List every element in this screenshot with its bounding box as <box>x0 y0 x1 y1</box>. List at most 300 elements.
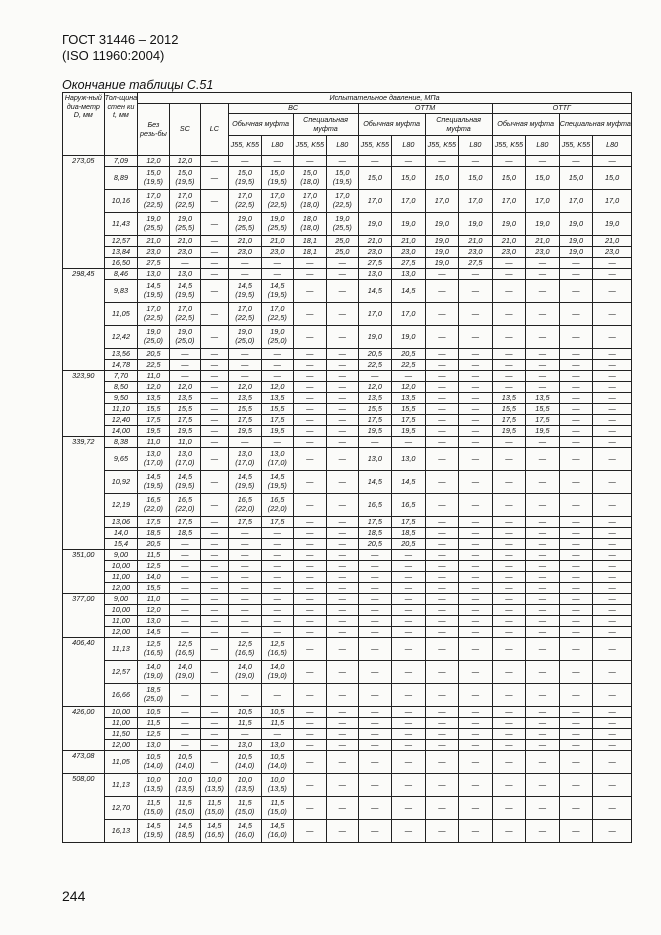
pressure-cell: — <box>201 258 228 269</box>
pressure-cell: 19,0 <box>425 247 459 258</box>
pressure-cell: 17,5 <box>392 415 426 426</box>
pressure-cell: — <box>228 583 262 594</box>
pressure-cell: 19,5 <box>138 426 169 437</box>
pressure-cell: — <box>327 718 358 729</box>
pressure-cell: — <box>293 539 327 550</box>
wall-thickness-cell: 11,00 <box>104 718 138 729</box>
pressure-cell: 19,0 <box>526 213 560 236</box>
pressure-cell: — <box>425 605 459 616</box>
pressure-cell: — <box>425 572 459 583</box>
pressure-cell: 19,0 (25,5) <box>228 213 262 236</box>
wall-thickness-cell: 10,00 <box>104 561 138 572</box>
pressure-cell: — <box>228 258 262 269</box>
pressure-cell: — <box>459 684 493 707</box>
pressure-cell: — <box>492 280 526 303</box>
pressure-cell: — <box>228 550 262 561</box>
pressure-cell: 13,0 <box>228 740 262 751</box>
pressure-cell: — <box>459 494 493 517</box>
pressure-cell: 16,5 <box>358 494 392 517</box>
pressure-cell: — <box>593 326 632 349</box>
grade-header-l80: L80 <box>392 136 426 156</box>
page-number: 244 <box>62 888 86 904</box>
pressure-cell: — <box>228 605 262 616</box>
pressure-cell: 11,0 <box>138 371 169 382</box>
pressure-cell: — <box>459 638 493 661</box>
pressure-cell: — <box>201 583 228 594</box>
pressure-cell: 17,5 <box>138 415 169 426</box>
pressure-cell: — <box>228 371 262 382</box>
pressure-cell: — <box>559 426 593 437</box>
pressure-cell: — <box>492 729 526 740</box>
pressure-cell: — <box>559 684 593 707</box>
pressure-cell: — <box>228 539 262 550</box>
pressure-cell: — <box>169 572 200 583</box>
wall-thickness-cell: 13,56 <box>104 349 138 360</box>
pressure-cell: 11,5 (15,0) <box>262 797 293 820</box>
pressure-cell: — <box>392 583 426 594</box>
pressure-cell: — <box>293 360 327 371</box>
table-row <box>63 594 632 605</box>
pressure-cell: — <box>425 539 459 550</box>
pressure-cell: 27,5 <box>392 258 426 269</box>
pressure-cell: — <box>262 616 293 627</box>
pressure-cell: — <box>492 471 526 494</box>
pressure-cell: — <box>358 627 392 638</box>
pressure-cell: 13,0 <box>138 740 169 751</box>
pressure-cell: 14,5 <box>392 471 426 494</box>
table-row <box>63 561 632 572</box>
pressure-cell: — <box>327 349 358 360</box>
pressure-cell: — <box>201 437 228 448</box>
pressure-cell: 19,0 (25,5) <box>169 213 200 236</box>
pressure-cell: — <box>358 561 392 572</box>
wall-thickness-cell: 12,00 <box>104 740 138 751</box>
pressure-cell: — <box>492 707 526 718</box>
pressure-cell: 17,5 <box>392 517 426 528</box>
ottg-regular-coupling: Обычная муфта <box>492 114 559 136</box>
standard-number: ГОСТ 31446 – 2012 <box>62 32 179 47</box>
pressure-cell: 14,5 (19,5) <box>169 471 200 494</box>
pressure-cell: — <box>262 550 293 561</box>
pressure-cell: — <box>526 371 560 382</box>
pressure-cell: — <box>228 269 262 280</box>
pressure-cell: — <box>358 550 392 561</box>
pressure-cell: 20,5 <box>138 349 169 360</box>
pressure-cell: 15,5 <box>492 404 526 415</box>
bc-header: BC <box>228 104 358 114</box>
pressure-cell: — <box>425 471 459 494</box>
pressure-cell: 27,5 <box>358 258 392 269</box>
pressure-cell: 19,0 (25,0) <box>262 326 293 349</box>
pressure-cell: — <box>559 280 593 303</box>
pressure-cell: — <box>392 820 426 843</box>
pressure-cell: 25,0 <box>327 236 358 247</box>
pressure-cell: 17,0 (22,5) <box>228 190 262 213</box>
pressure-cell: — <box>327 528 358 539</box>
pressure-cell: — <box>526 382 560 393</box>
pressure-cell: — <box>526 751 560 774</box>
pressure-cell: — <box>327 303 358 326</box>
pressure-cell: 14,5 (19,5) <box>169 280 200 303</box>
pressure-cell: 12,0 <box>138 382 169 393</box>
pressure-cell: — <box>392 684 426 707</box>
table-row <box>63 349 632 360</box>
pressure-cell: 15,5 <box>526 404 560 415</box>
pressure-cell: — <box>201 280 228 303</box>
outer-diameter-header: Наруж-ный диа-метр D, мм <box>63 93 105 156</box>
pressure-cell: — <box>425 561 459 572</box>
pressure-cell: — <box>262 583 293 594</box>
pressure-cell: — <box>169 258 200 269</box>
pressure-cell: — <box>526 326 560 349</box>
pressure-cell: — <box>459 594 493 605</box>
pressure-cell: 17,5 <box>492 415 526 426</box>
pressure-cell: — <box>169 707 200 718</box>
table-row <box>63 156 632 167</box>
grade-header-l80: L80 <box>526 136 560 156</box>
pressure-cell: — <box>169 605 200 616</box>
table-row <box>63 494 632 517</box>
table-row <box>63 448 632 471</box>
pressure-cell: — <box>327 684 358 707</box>
pressure-cell: 13,0 (17,0) <box>262 448 293 471</box>
pressure-cell: — <box>593 415 632 426</box>
pressure-cell: — <box>492 627 526 638</box>
pressure-cell: — <box>459 707 493 718</box>
pressure-cell: — <box>392 718 426 729</box>
pressure-cell: 12,5 (16,5) <box>169 638 200 661</box>
pressure-cell: — <box>358 616 392 627</box>
pressure-cell: — <box>526 561 560 572</box>
pressure-cell: — <box>293 393 327 404</box>
wall-thickness-cell: 7,09 <box>104 156 138 167</box>
pressure-cell: 19,5 <box>228 426 262 437</box>
pressure-cell: 21,0 <box>392 236 426 247</box>
pressure-cell: 12,0 <box>169 382 200 393</box>
plain-end-header: Без резь-бы <box>138 104 169 156</box>
pressure-cell: — <box>593 616 632 627</box>
table-row <box>63 638 632 661</box>
pressure-cell: — <box>201 638 228 661</box>
wall-thickness-cell: 11,43 <box>104 213 138 236</box>
pressure-cell: — <box>526 572 560 583</box>
pressure-cell: — <box>169 561 200 572</box>
pressure-cell: 11,5 <box>262 718 293 729</box>
pressure-cell: — <box>169 539 200 550</box>
wall-thickness-header: Тол-щина стен ки t, мм <box>104 93 138 156</box>
pressure-cell: 19,0 <box>492 213 526 236</box>
pressure-cell: — <box>293 751 327 774</box>
pressure-cell: — <box>293 729 327 740</box>
pressure-cell: — <box>262 360 293 371</box>
pressure-cell: — <box>593 539 632 550</box>
table-row <box>63 280 632 303</box>
grade-header-j55: J55, K55 <box>228 136 262 156</box>
pressure-cell: 22,5 <box>138 360 169 371</box>
pressure-cell: — <box>327 371 358 382</box>
pressure-cell: — <box>459 326 493 349</box>
pressure-cell: — <box>459 437 493 448</box>
pressure-cell: — <box>526 684 560 707</box>
pressure-cell: — <box>526 616 560 627</box>
pressure-cell: — <box>559 594 593 605</box>
pressure-cell: — <box>425 448 459 471</box>
pressure-cell: — <box>169 594 200 605</box>
pressure-cell: — <box>228 594 262 605</box>
table-row <box>63 213 632 236</box>
pressure-cell: — <box>526 269 560 280</box>
pressure-cell: 13,0 (17,0) <box>228 448 262 471</box>
table-row <box>63 616 632 627</box>
pressure-cell: — <box>425 393 459 404</box>
pressure-cell: — <box>559 404 593 415</box>
table-row <box>63 303 632 326</box>
pressure-cell: — <box>492 269 526 280</box>
pressure-cell: 21,0 <box>492 236 526 247</box>
pressure-cell: 15,0 <box>392 167 426 190</box>
pressure-cell: 14,5 (18,5) <box>169 820 200 843</box>
pressure-cell: — <box>262 572 293 583</box>
pressure-cell: — <box>593 627 632 638</box>
pressure-cell: — <box>492 718 526 729</box>
pressure-cell: — <box>327 797 358 820</box>
pressure-cell: 19,0 <box>392 213 426 236</box>
pressure-cell: 14,0 (19,0) <box>169 661 200 684</box>
pressure-cell: — <box>327 517 358 528</box>
pressure-cell: — <box>327 269 358 280</box>
table-row <box>63 404 632 415</box>
pressure-cell: — <box>559 437 593 448</box>
ottm-special-coupling: Специальная муфта <box>425 114 492 136</box>
pressure-cell: — <box>559 494 593 517</box>
pressure-cell: — <box>425 718 459 729</box>
pressure-cell: 17,5 <box>358 517 392 528</box>
pressure-cell: 13,0 <box>169 269 200 280</box>
pressure-cell: — <box>358 718 392 729</box>
pressure-cell: — <box>492 528 526 539</box>
pressure-cell: 18,1 <box>293 247 327 258</box>
pressure-cell: — <box>201 471 228 494</box>
pressure-cell: — <box>201 190 228 213</box>
pressure-cell: 23,0 <box>169 247 200 258</box>
ottm-header: ОТТМ <box>358 104 492 114</box>
pressure-cell: 14,5 (16,0) <box>262 820 293 843</box>
pressure-cell: 19,0 <box>559 236 593 247</box>
pressure-cell: 17,5 <box>262 517 293 528</box>
pressure-cell: — <box>327 627 358 638</box>
pressure-cell: 19,0 <box>425 258 459 269</box>
pressure-cell: 21,0 <box>262 236 293 247</box>
pressure-cell: — <box>327 494 358 517</box>
pressure-cell: — <box>293 371 327 382</box>
pressure-cell: 27,5 <box>138 258 169 269</box>
pressure-cell: — <box>559 561 593 572</box>
table-row <box>63 360 632 371</box>
pressure-cell: — <box>169 718 200 729</box>
pressure-cell: — <box>459 751 493 774</box>
pressure-cell: 15,5 <box>358 404 392 415</box>
pressure-cell: 19,0 <box>358 326 392 349</box>
pressure-cell: 12,5 (16,5) <box>228 638 262 661</box>
pressure-cell: — <box>293 561 327 572</box>
pressure-cell: — <box>459 550 493 561</box>
pressure-cell: — <box>526 774 560 797</box>
pressure-cell: — <box>559 550 593 561</box>
pressure-cell: — <box>425 550 459 561</box>
pressure-cell: 14,5 (19,5) <box>262 471 293 494</box>
pressure-cell: — <box>293 280 327 303</box>
table-row <box>63 707 632 718</box>
pressure-cell: — <box>293 797 327 820</box>
table-row <box>63 247 632 258</box>
wall-thickness-cell: 11,05 <box>104 751 138 774</box>
pressure-cell: 11,5 <box>228 718 262 729</box>
pressure-cell: — <box>262 269 293 280</box>
pressure-cell: 14,5 (16,0) <box>228 820 262 843</box>
wall-thickness-cell: 16,66 <box>104 684 138 707</box>
pressure-cell: 20,5 <box>392 349 426 360</box>
pressure-cell: — <box>593 797 632 820</box>
pressure-cell: 19,0 <box>392 326 426 349</box>
pressure-cell: — <box>392 797 426 820</box>
pressure-cell: — <box>492 684 526 707</box>
pressure-cell: — <box>327 404 358 415</box>
pressure-cell: 14,5 (19,5) <box>262 280 293 303</box>
wall-thickness-cell: 15,4 <box>104 539 138 550</box>
pressure-cell: 16,5 (22,0) <box>169 494 200 517</box>
ottg-special-coupling: Специальная муфта <box>559 114 631 136</box>
pressure-cell: 10,5 (14,0) <box>228 751 262 774</box>
pressure-cell: — <box>492 661 526 684</box>
pressure-cell: — <box>392 774 426 797</box>
pressure-cell: — <box>425 528 459 539</box>
pressure-cell: 17,5 <box>262 415 293 426</box>
pressure-cell: — <box>262 528 293 539</box>
pressure-cell: — <box>293 426 327 437</box>
pressure-cell: 10,0 (13,5) <box>138 774 169 797</box>
pressure-cell: 10,5 <box>138 707 169 718</box>
pressure-cell: 17,0 <box>559 190 593 213</box>
pressure-cell: 15,0 <box>559 167 593 190</box>
pressure-cell: — <box>293 326 327 349</box>
pressure-cell: 19,5 <box>358 426 392 437</box>
pressure-cell: — <box>593 280 632 303</box>
pressure-cell: 11,0 <box>138 437 169 448</box>
wall-thickness-cell: 8,38 <box>104 437 138 448</box>
wall-thickness-cell: 16,13 <box>104 820 138 843</box>
pressure-cell: — <box>425 616 459 627</box>
pressure-cell: 10,0 (13,5) <box>169 774 200 797</box>
pressure-cell: 20,5 <box>358 539 392 550</box>
pressure-cell: — <box>559 751 593 774</box>
wall-thickness-cell: 11,13 <box>104 638 138 661</box>
iso-reference: (ISO 11960:2004) <box>62 48 165 63</box>
pressure-cell: — <box>425 326 459 349</box>
pressure-cell: — <box>293 740 327 751</box>
pressure-cell: 13,5 <box>138 393 169 404</box>
pressure-cell: 17,5 <box>358 415 392 426</box>
wall-thickness-cell: 12,57 <box>104 661 138 684</box>
pressure-cell: — <box>201 415 228 426</box>
pressure-cell: — <box>526 550 560 561</box>
pressure-table <box>62 92 632 843</box>
table-row <box>63 269 632 280</box>
pressure-cell: — <box>526 740 560 751</box>
wall-thickness-cell: 12,00 <box>104 583 138 594</box>
pressure-cell: — <box>593 349 632 360</box>
pressure-cell: — <box>492 448 526 471</box>
pressure-cell: — <box>559 797 593 820</box>
lc-header: LC <box>201 104 228 156</box>
wall-thickness-cell: 10,00 <box>104 605 138 616</box>
pressure-cell: — <box>201 517 228 528</box>
pressure-cell: 16,5 (22,0) <box>262 494 293 517</box>
pressure-cell: 11,5 (15,0) <box>169 797 200 820</box>
pressure-cell: 15,0 (19,5) <box>262 167 293 190</box>
pressure-cell: — <box>425 740 459 751</box>
pressure-cell: — <box>293 684 327 707</box>
pressure-cell: — <box>169 550 200 561</box>
wall-thickness-cell: 9,50 <box>104 393 138 404</box>
pressure-cell: — <box>459 156 493 167</box>
pressure-cell: — <box>559 729 593 740</box>
pressure-cell: — <box>392 638 426 661</box>
pressure-cell: — <box>392 740 426 751</box>
pressure-cell: 27,5 <box>459 258 493 269</box>
table-row <box>63 605 632 616</box>
pressure-cell: — <box>392 627 426 638</box>
pressure-cell: 15,0 (19,5) <box>228 167 262 190</box>
pressure-cell: 15,0 <box>593 167 632 190</box>
pressure-cell: 17,0 <box>425 190 459 213</box>
pressure-cell: 23,0 <box>138 247 169 258</box>
pressure-cell: — <box>425 627 459 638</box>
pressure-cell: — <box>559 638 593 661</box>
pressure-cell: — <box>593 774 632 797</box>
pressure-cell: — <box>526 539 560 550</box>
wall-thickness-cell: 11,05 <box>104 303 138 326</box>
pressure-cell: 14,5 <box>138 627 169 638</box>
wall-thickness-cell: 12,19 <box>104 494 138 517</box>
pressure-cell: — <box>492 371 526 382</box>
pressure-cell: — <box>228 616 262 627</box>
pressure-cell: 10,5 (14,0) <box>169 751 200 774</box>
pressure-cell: — <box>201 707 228 718</box>
pressure-cell: 17,5 <box>169 517 200 528</box>
pressure-cell: 11,5 (15,0) <box>228 797 262 820</box>
pressure-cell: 17,0 <box>526 190 560 213</box>
pressure-cell: 11,5 (15,0) <box>138 797 169 820</box>
pressure-cell: — <box>293 258 327 269</box>
test-pressure-header: Испытательное давление, МПа <box>138 93 632 104</box>
pressure-cell: 18,5 <box>138 528 169 539</box>
pressure-cell: 13,0 <box>262 740 293 751</box>
pressure-cell: 12,0 <box>169 156 200 167</box>
pressure-cell: 21,0 <box>526 236 560 247</box>
pressure-cell: — <box>425 494 459 517</box>
pressure-cell: — <box>293 583 327 594</box>
pressure-cell: 19,0 (25,0) <box>228 326 262 349</box>
pressure-cell: — <box>201 550 228 561</box>
pressure-cell: 17,5 <box>526 415 560 426</box>
wall-thickness-cell: 10,92 <box>104 471 138 494</box>
pressure-cell: 11,0 <box>169 437 200 448</box>
pressure-cell: — <box>201 236 228 247</box>
outer-diameter-cell: 273,05 <box>63 156 105 269</box>
grade-header-j55: J55, K55 <box>425 136 459 156</box>
pressure-cell: — <box>201 393 228 404</box>
pressure-cell: 13,5 <box>526 393 560 404</box>
